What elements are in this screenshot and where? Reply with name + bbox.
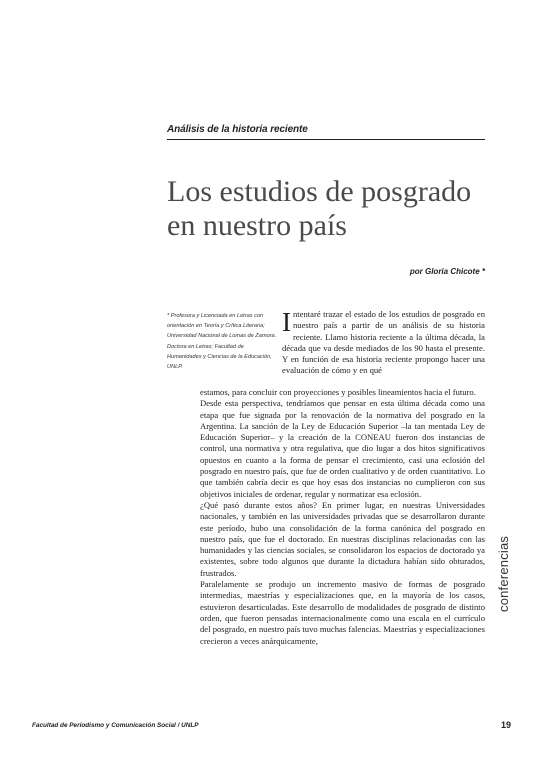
article-title: Los estudios de posgrado en nuestro país [167,175,472,242]
section-vertical-label: conferencias [496,535,511,612]
drop-cap: I [282,307,291,337]
footer-publication: Facultad de Periodismo y Comunicación Social / UNLP [32,722,199,729]
body-paragraph: estamos, para concluir con proyecciones y posibles lineamientos hacia el futuro. [200,387,476,397]
article-body [200,387,485,647]
intro-paragraph [282,309,485,377]
section-label: Análisis de la historia reciente [167,124,308,135]
section-divider [167,139,485,140]
body-paragraph: ¿Qué pasó durante estos años? En primer lugar, en nuestras Universidades nacionales, y también en las universidades privadas que se desarrollaron durante este período, hubo una consolidación de la forma canónica del posgrado en nuestro país, que fue el doctorado. En nuestras disciplinas relacionadas con las humanidades y las ciencias sociales, se consolidaron los espacios de doctorado ya existentes, sobre todo algunos que durante la dictadura habían sido obturados, frustrados. [200,499,485,578]
author-footnote: * Profesora y Licenciada en Letras con orientación en Teoría y Crítica Literaria; Universidad Nacional de Lomas de Zamora. Doctora en Letras; Facultad de Humanidades y Ciencias de la Educación, UNLP. [167,313,277,371]
page-number: 19 [500,720,511,730]
article-author: por Gloria Chicote * [409,267,485,276]
body-paragraph: Paralelamente se produjo un incremento masivo de formas de posgrado intermedias, maestrías y especializaciones que, en la mayoría de los casos, estuvieron desarticuladas. Este desarrollo de modalidades de posgrado de distinto orden, que fueron pensadas internacionalmente como una escala en el currículo del posgrado, en nuestro país tuvo muchas falencias. Maestrías y especializaciones crecieron a veces anárquicamente, [200,579,485,646]
intro-text: ntentaré trazar el estado de los estudios de posgrado en nuestro país a partir de un análisis de su historia reciente. Llamo historia reciente a la última década, la década que va desde mediados de los 90 hasta el presente. Y en función de esa historia reciente propongo hacer una evaluación de cómo y en qué [282,309,485,376]
body-paragraph: Desde esta perspectiva, tendríamos que pensar en esta última década como una etapa que fue signada por la renovación de la normativa del posgrado en la Argentina. La sanción de la Ley de Educación Superior –la tan mentada Ley de Educación Superior– y la creación de la CONEAU fueron dos instancias de control, una normativa y otra regulativa, que dio lugar a dos hitos significativos opuestos en cuanto a la forma de pensar el crecimiento, casi una eclosión del posgrado en nuestro país, que fue de orden cualitativo y de orden cuantitativo. Lo que también cabría decir es que hoy esas dos instancias no cumplieron con sus objetivos iniciales de ordenar, regular y normatizar esa eclosión. [200,398,485,499]
